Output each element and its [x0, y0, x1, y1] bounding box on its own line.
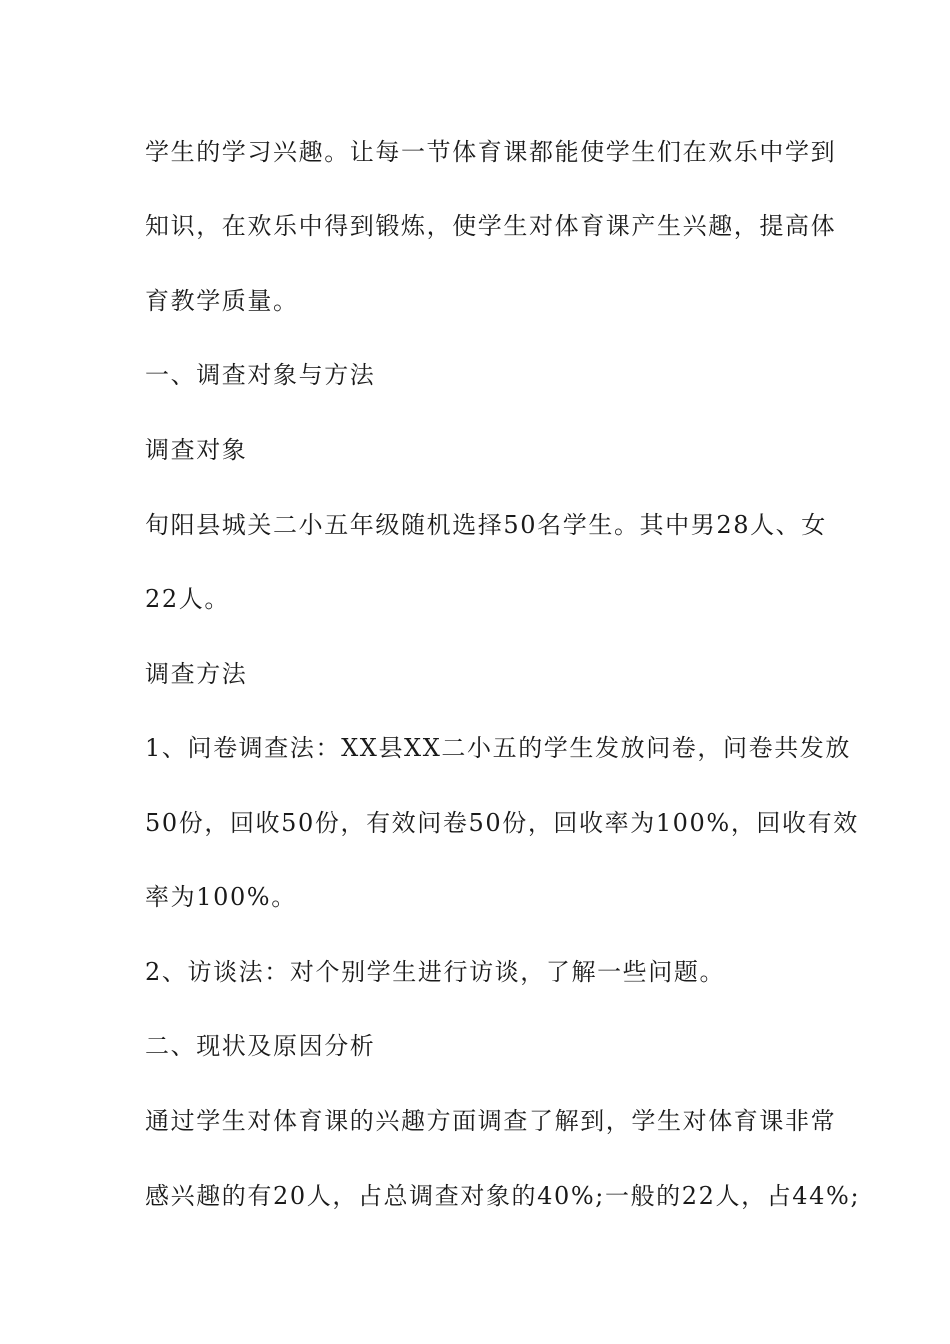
section-heading: 一、调查对象与方法: [145, 361, 376, 389]
paragraph-line: 育教学质量。: [145, 287, 299, 315]
subsection-heading: 调查方法: [145, 660, 248, 688]
paragraph-line: 学生的学习兴趣。让每一节体育课都能使学生们在欢乐中学到: [145, 138, 837, 166]
paragraph-line: 1、问卷调查法：XX县XX二小五的学生发放问卷，问卷共发放: [145, 734, 852, 762]
paragraph-line: 2、访谈法：对个别学生进行访谈，了解一些问题。: [145, 958, 726, 986]
paragraph-line: 知识，在欢乐中得到锻炼，使学生对体育课产生兴趣，提高体: [145, 212, 837, 240]
paragraph-line: 22人。: [145, 585, 230, 613]
paragraph-line: 率为100%。: [145, 883, 297, 911]
paragraph-line: 感兴趣的有20人，占总调查对象的40%;一般的22人，占44%;: [145, 1182, 861, 1210]
section-heading: 二、现状及原因分析: [145, 1032, 376, 1060]
paragraph-line: 通过学生对体育课的兴趣方面调查了解到，学生对体育课非常: [145, 1107, 837, 1135]
paragraph-line: 旬阳县城关二小五年级随机选择50名学生。其中男28人、女: [145, 511, 827, 539]
subsection-heading: 调查对象: [145, 436, 248, 464]
paragraph-line: 50份，回收50份，有效问卷50份，回收率为100%，回收有效: [145, 809, 859, 837]
